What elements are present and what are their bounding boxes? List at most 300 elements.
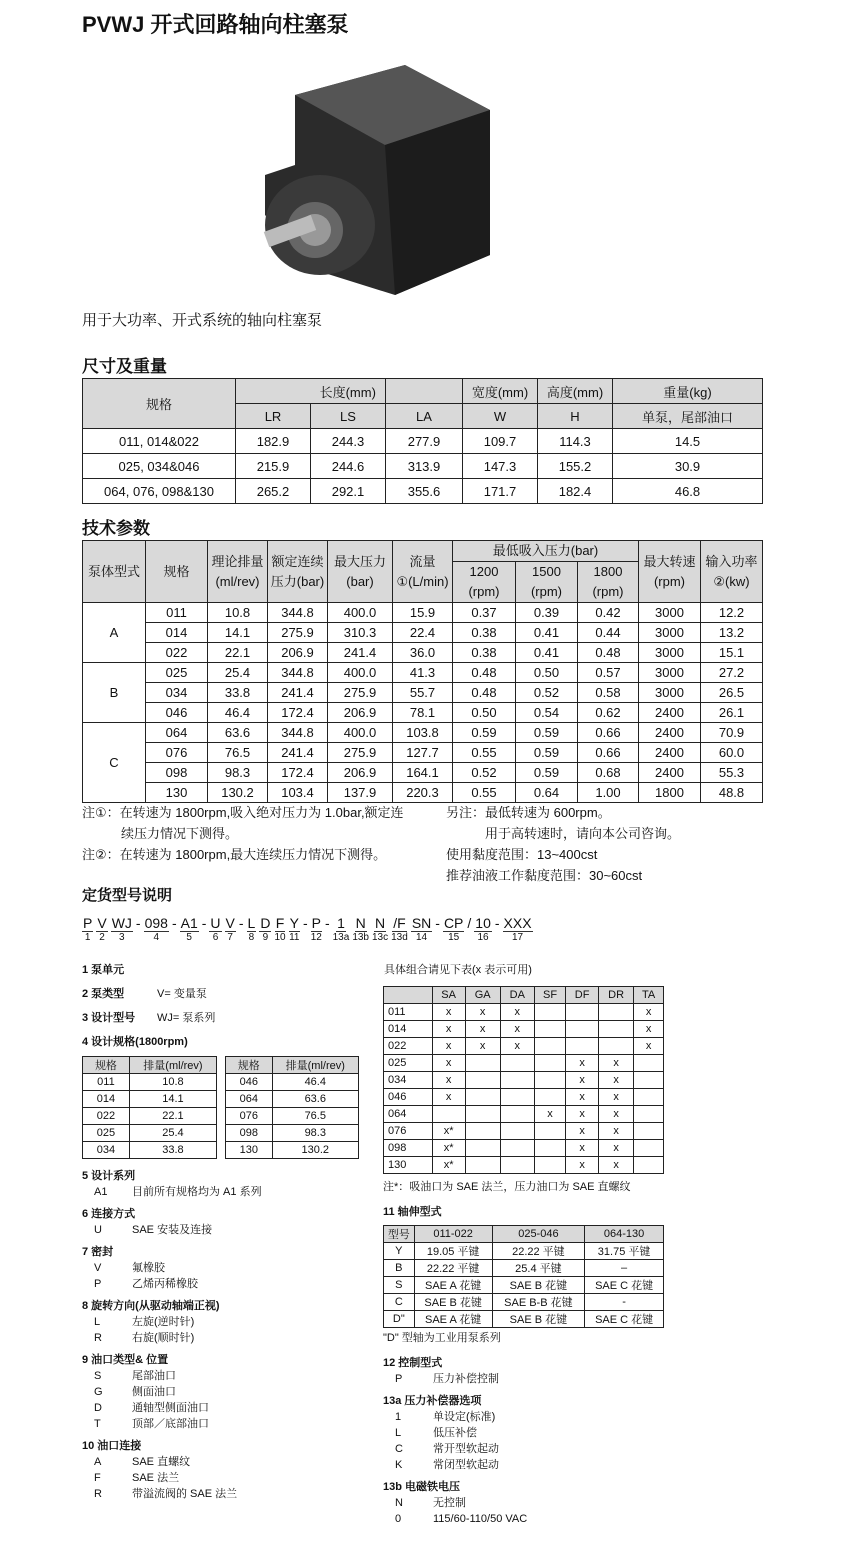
note-line: 用于高转速时，请向本公司咨询。 [446, 826, 681, 841]
cell [465, 1140, 500, 1157]
code-segment [209, 915, 221, 943]
table-row [384, 1140, 664, 1157]
code-segment [96, 915, 107, 943]
cell: 0.54 [516, 703, 578, 723]
cell: 0.37 [453, 603, 516, 623]
column-header [384, 987, 433, 1004]
option-desc: 通轴型侧面油口 [132, 1402, 209, 1414]
cell: 064, 076, 098&130 [83, 479, 236, 504]
cell: 46.4 [272, 1074, 358, 1091]
cell: 310.3 [328, 623, 393, 643]
cell: 034 [83, 1142, 130, 1159]
cell: 275.9 [328, 743, 393, 763]
cell: 0.50 [453, 703, 516, 723]
code-value: /F [393, 915, 406, 931]
order-item [82, 1438, 372, 1502]
code-value: P [311, 915, 321, 931]
note-line: 另注：最低转速为 600rpm。 [446, 805, 611, 820]
item-heading: 8 旋转方向(从驱动轴端正视) [82, 1300, 220, 1312]
item-heading: 5 设计系列 [82, 1170, 136, 1182]
cell: 0.66 [578, 723, 639, 743]
item-heading: 7 密封 [82, 1246, 114, 1258]
cell: 064 [226, 1091, 273, 1108]
note-line: 续压力情况下测得。 [82, 826, 239, 841]
cell: 103.8 [393, 723, 453, 743]
table-row [83, 743, 763, 763]
table-row [384, 1311, 664, 1328]
code-value: SN [411, 915, 432, 931]
code-value: 10 [475, 915, 491, 931]
table-row [83, 1142, 217, 1159]
order-item [82, 986, 372, 1002]
item-option [82, 1470, 372, 1486]
cell [534, 1072, 565, 1089]
header-row [83, 541, 763, 562]
cell: 2400 [639, 743, 701, 763]
option-code: 1 [395, 1411, 402, 1423]
cell: C [384, 1294, 415, 1311]
cell: 22.22 平键 [414, 1260, 492, 1277]
table-row [83, 479, 763, 504]
option-desc: 顶部／底部油口 [132, 1418, 209, 1430]
item-heading: 6 连接方式 [82, 1208, 136, 1220]
cell: 14.5 [613, 429, 763, 454]
table-row [384, 1294, 664, 1311]
table-row [83, 1074, 217, 1091]
column-header: 规格 [226, 1057, 273, 1074]
cell: 215.9 [236, 454, 311, 479]
item-heading: 10 油口连接 [82, 1440, 142, 1452]
cell [634, 1089, 664, 1106]
cell: 011 [384, 1004, 433, 1021]
cell: 63.6 [208, 723, 268, 743]
cell: 014 [83, 1091, 130, 1108]
code-segment [311, 915, 322, 943]
cell [634, 1123, 664, 1140]
cell: - [585, 1294, 664, 1311]
column-header: 064-130 [585, 1226, 664, 1243]
item-option [383, 1409, 673, 1425]
cell: 30.9 [613, 454, 763, 479]
cell: 26.1 [701, 703, 763, 723]
cell: x [500, 1038, 534, 1055]
cell: x [566, 1055, 599, 1072]
cell: 0.42 [578, 603, 639, 623]
option-code: L [395, 1427, 402, 1439]
cell: 2400 [639, 723, 701, 743]
cell: 25.4 [129, 1125, 216, 1142]
cell: 182.9 [236, 429, 311, 454]
cell: x [598, 1089, 633, 1106]
cell: 31.75 平键 [585, 1243, 664, 1260]
combo-table [383, 986, 664, 1174]
column-header: 输入功率②(kw) [701, 541, 763, 603]
subtitle: 用于大功率、开式系统的轴向柱塞泵 [82, 312, 323, 329]
cell: x [598, 1140, 633, 1157]
item-heading: 13a 压力补偿器选项 [383, 1395, 482, 1407]
cell: 130 [384, 1157, 433, 1174]
cell: 109.7 [463, 429, 538, 454]
cell [534, 1140, 565, 1157]
column-header: 泵体型式 [83, 541, 146, 603]
order-item [82, 1206, 372, 1238]
table-row [384, 1055, 664, 1072]
code-segment [180, 915, 199, 943]
item-option [82, 1222, 372, 1238]
column-header: TA [634, 987, 664, 1004]
column-header: 额定连续压力(bar) [268, 541, 328, 603]
cell [500, 1055, 534, 1072]
cell: 0.38 [453, 643, 516, 663]
option-desc: 带溢流阀的 SAE 法兰 [132, 1488, 238, 1500]
subheader: H [538, 404, 613, 429]
cell: 26.5 [701, 683, 763, 703]
cell: 0.59 [516, 763, 578, 783]
table-row [83, 1091, 217, 1108]
option-code: T [94, 1418, 101, 1430]
cell [500, 1157, 534, 1174]
cell: 60.0 [701, 743, 763, 763]
item-value: V= 变量泵 [157, 988, 207, 1000]
cell: 011, 014&022 [83, 429, 236, 454]
cell [534, 1123, 565, 1140]
code-value: V [225, 915, 235, 931]
cell: 12.2 [701, 603, 763, 623]
item-option [82, 1314, 372, 1330]
code-position: 11 [289, 932, 300, 943]
code-segment [144, 915, 169, 943]
note-line: 注①：在转速为 1800rpm,吸入绝对压力为 1.0bar,额定连 [82, 805, 404, 820]
order-item [82, 1168, 372, 1200]
item-option [82, 1260, 372, 1276]
cell: 076 [146, 743, 208, 763]
column-header: GA [465, 987, 500, 1004]
column-header: DR [598, 987, 633, 1004]
cell: 78.1 [393, 703, 453, 723]
code-position: 17 [511, 932, 524, 943]
cell: 127.7 [393, 743, 453, 763]
cell [634, 1072, 664, 1089]
code-separator: - [494, 915, 500, 931]
cell [634, 1106, 664, 1123]
code-position: 7 [227, 932, 233, 943]
code-value: XXX [503, 915, 532, 931]
cell: 025, 034&046 [83, 454, 236, 479]
column-header: 排量(ml/rev) [272, 1057, 358, 1074]
code-segment [225, 915, 236, 943]
item-heading: 4 设计规格(1800rpm) [82, 1036, 188, 1048]
cell: 025 [146, 663, 208, 683]
table-row [384, 1021, 664, 1038]
code-separator: - [238, 915, 244, 931]
cell: 130.2 [272, 1142, 358, 1159]
item-heading: 3 设计型号 [82, 1012, 136, 1024]
shaft-table [383, 1225, 664, 1328]
option-desc: 常开型软起动 [433, 1443, 499, 1455]
item-option [82, 1384, 372, 1400]
cell: 36.0 [393, 643, 453, 663]
cell: 265.2 [236, 479, 311, 504]
cell: 046 [226, 1074, 273, 1091]
cell: x [598, 1106, 633, 1123]
column-header: 理论排量(ml/rev) [208, 541, 268, 603]
pump-type: A [83, 603, 146, 663]
cell: SAE B 花键 [492, 1311, 585, 1328]
cell [598, 1021, 633, 1038]
cell: 55.3 [701, 763, 763, 783]
table-row [83, 1108, 217, 1125]
option-code: P [395, 1373, 403, 1385]
item-option [82, 1454, 372, 1470]
cell: x [566, 1089, 599, 1106]
cell: x* [432, 1123, 465, 1140]
cell: 0.55 [453, 783, 516, 803]
cell: 130 [226, 1142, 273, 1159]
header-row [384, 1226, 664, 1243]
cell: x [634, 1004, 664, 1021]
cell: 400.0 [328, 603, 393, 623]
shaft-title: 11 轴伸型式 [383, 1206, 442, 1218]
cell: 244.3 [311, 429, 386, 454]
cell: x [432, 1004, 465, 1021]
subheader: LR [236, 404, 311, 429]
column-header: 最大转速(rpm) [639, 541, 701, 603]
cell: x [432, 1072, 465, 1089]
table-row [226, 1091, 359, 1108]
cell [566, 1004, 599, 1021]
dimensions-table [82, 378, 763, 504]
code-value: WJ [111, 915, 132, 931]
cell [534, 1004, 565, 1021]
pump-type: B [83, 663, 146, 723]
option-code: N [395, 1497, 403, 1509]
table-row [83, 1125, 217, 1142]
item-option [82, 1330, 372, 1346]
cell [534, 1038, 565, 1055]
cell [465, 1055, 500, 1072]
cell: SAE B-B 花键 [492, 1294, 585, 1311]
code-position: 1 [84, 932, 91, 943]
cell [500, 1140, 534, 1157]
code-position: 13b [352, 932, 369, 943]
option-code: A [94, 1456, 102, 1468]
item-option [82, 1416, 372, 1432]
cell: 014 [384, 1021, 433, 1038]
code-position: 15 [448, 932, 460, 943]
cell: 0.68 [578, 763, 639, 783]
option-desc: 单设定(标准) [433, 1411, 496, 1423]
cell: 0.44 [578, 623, 639, 643]
table-row [83, 683, 763, 703]
code-value: Y [289, 915, 299, 931]
cell: 292.1 [311, 479, 386, 504]
cell: 064 [384, 1106, 433, 1123]
cell [634, 1157, 664, 1174]
option-desc: 低压补偿 [433, 1427, 477, 1439]
cell: 241.4 [268, 683, 328, 703]
cell: 0.38 [453, 623, 516, 643]
cell: 15.9 [393, 603, 453, 623]
cell: 172.4 [268, 763, 328, 783]
cell: 206.9 [268, 643, 328, 663]
order-items-left-2 [82, 1168, 372, 1508]
order-item [82, 1352, 372, 1432]
cell: 14.1 [208, 623, 268, 643]
cell: x [534, 1106, 565, 1123]
cell: 33.8 [129, 1142, 216, 1159]
cell: 164.1 [393, 763, 453, 783]
column-header: 型号 [384, 1226, 415, 1243]
option-code: K [395, 1459, 403, 1471]
displacement-table-left [82, 1056, 217, 1159]
code-position: 13c [372, 932, 389, 943]
cell: 0.48 [578, 643, 639, 663]
item-option [383, 1511, 673, 1527]
cell: 3000 [639, 623, 701, 643]
cell: x [500, 1004, 534, 1021]
cell: x* [432, 1157, 465, 1174]
option-desc: 常闭型软起动 [433, 1459, 499, 1471]
code-position: 13d [391, 932, 408, 943]
cell: 313.9 [386, 454, 463, 479]
cell [534, 1089, 565, 1106]
cell: x [500, 1021, 534, 1038]
cell: 3000 [639, 643, 701, 663]
table-row [384, 1260, 664, 1277]
cell: 344.8 [268, 603, 328, 623]
cell: 046 [384, 1089, 433, 1106]
note-line: 推荐油液工作黏度范围：30~60cst [446, 868, 643, 883]
cell: 3000 [639, 663, 701, 683]
cell: SAE B 花键 [492, 1277, 585, 1294]
table-row [83, 723, 763, 743]
cell: 275.9 [328, 683, 393, 703]
cell: 22.1 [208, 643, 268, 663]
cell [432, 1106, 465, 1123]
cell: 0.50 [516, 663, 578, 683]
cell: 22.22 平键 [492, 1243, 585, 1260]
order-item [82, 1298, 372, 1346]
page-title: PVWJ 开式回路轴向柱塞泵 [82, 12, 349, 37]
item-heading: 12 控制型式 [383, 1357, 443, 1369]
cell: 0.52 [516, 683, 578, 703]
code-value: V [97, 915, 107, 931]
cell: 70.9 [701, 723, 763, 743]
cell: SAE C 花键 [585, 1277, 664, 1294]
code-separator: / [467, 915, 472, 931]
cell: 022 [146, 643, 208, 663]
note-line: 注②：在转速为 1800rpm,最大连续压力情况下测得。 [82, 847, 387, 862]
cell: 0.62 [578, 703, 639, 723]
cell: x [598, 1072, 633, 1089]
option-desc: 尾部油口 [132, 1370, 176, 1382]
header-height: 高度(mm) [538, 379, 613, 404]
code-position: 3 [119, 932, 125, 943]
cell: 025 [384, 1055, 433, 1072]
code-position: 5 [186, 932, 192, 943]
option-code: U [94, 1224, 102, 1236]
code-segment [474, 915, 492, 943]
item-option [383, 1441, 673, 1457]
cell: 130 [146, 783, 208, 803]
cell: 2400 [639, 703, 701, 723]
cell: 400.0 [328, 663, 393, 683]
subheader: W [463, 404, 538, 429]
table-row [384, 1004, 664, 1021]
cell: 344.8 [268, 723, 328, 743]
table-row [384, 1243, 664, 1260]
code-position: 4 [153, 932, 160, 943]
cell: 241.4 [328, 643, 393, 663]
cell: SAE A 花键 [414, 1311, 492, 1328]
option-code: S [94, 1370, 102, 1382]
order-item [82, 1010, 372, 1026]
code-position: 13a [332, 932, 350, 943]
cell: 147.3 [463, 454, 538, 479]
option-desc: 目前所有规格均为 A1 系列 [132, 1186, 262, 1198]
item-heading: 13b 电磁铁电压 [383, 1481, 461, 1493]
option-desc: 侧面油口 [132, 1386, 176, 1398]
pump-product-image [255, 55, 495, 300]
order-item [383, 1393, 673, 1473]
cell: 27.2 [701, 663, 763, 683]
cell: 46.8 [613, 479, 763, 504]
cell: 098 [146, 763, 208, 783]
item-option [383, 1425, 673, 1441]
code-value: CP [443, 915, 464, 931]
table-row [83, 763, 763, 783]
order-item [383, 1479, 673, 1527]
item-option [383, 1371, 673, 1387]
table-row [83, 623, 763, 643]
order-item [82, 962, 372, 978]
cell: 1.00 [578, 783, 639, 803]
option-code: L [94, 1316, 101, 1328]
item-heading: 9 油口类型& 位置 [82, 1354, 169, 1366]
cell: 206.9 [328, 763, 393, 783]
cell: 0.55 [453, 743, 516, 763]
code-value: D [260, 915, 271, 931]
item-value: WJ= 泵系列 [157, 1012, 216, 1024]
cell: 034 [146, 683, 208, 703]
table-row [384, 1157, 664, 1174]
cell: 011 [83, 1074, 130, 1091]
cell: SAE C 花键 [585, 1311, 664, 1328]
cell: 244.6 [311, 454, 386, 479]
cell: 241.4 [268, 743, 328, 763]
code-segment [411, 915, 432, 943]
code-position: 9 [262, 932, 269, 943]
code-segment [259, 915, 271, 943]
option-desc: 乙烯丙稀橡胶 [132, 1278, 198, 1290]
cell: 22.4 [393, 623, 453, 643]
cell: 400.0 [328, 723, 393, 743]
cell: 025 [83, 1125, 130, 1142]
cell: B [384, 1260, 415, 1277]
item-option [383, 1457, 673, 1473]
header-spec: 规格 [83, 379, 236, 429]
cell: x [432, 1089, 465, 1106]
header-row [226, 1057, 359, 1074]
cell: 19.05 平键 [414, 1243, 492, 1260]
cell [566, 1038, 599, 1055]
cell [465, 1123, 500, 1140]
cell: x [432, 1038, 465, 1055]
tech-params-table [82, 540, 763, 803]
cell: 55.7 [393, 683, 453, 703]
shaft-note: "D" 型轴为工业用泵系列 [383, 1332, 501, 1344]
cell: 182.4 [538, 479, 613, 504]
